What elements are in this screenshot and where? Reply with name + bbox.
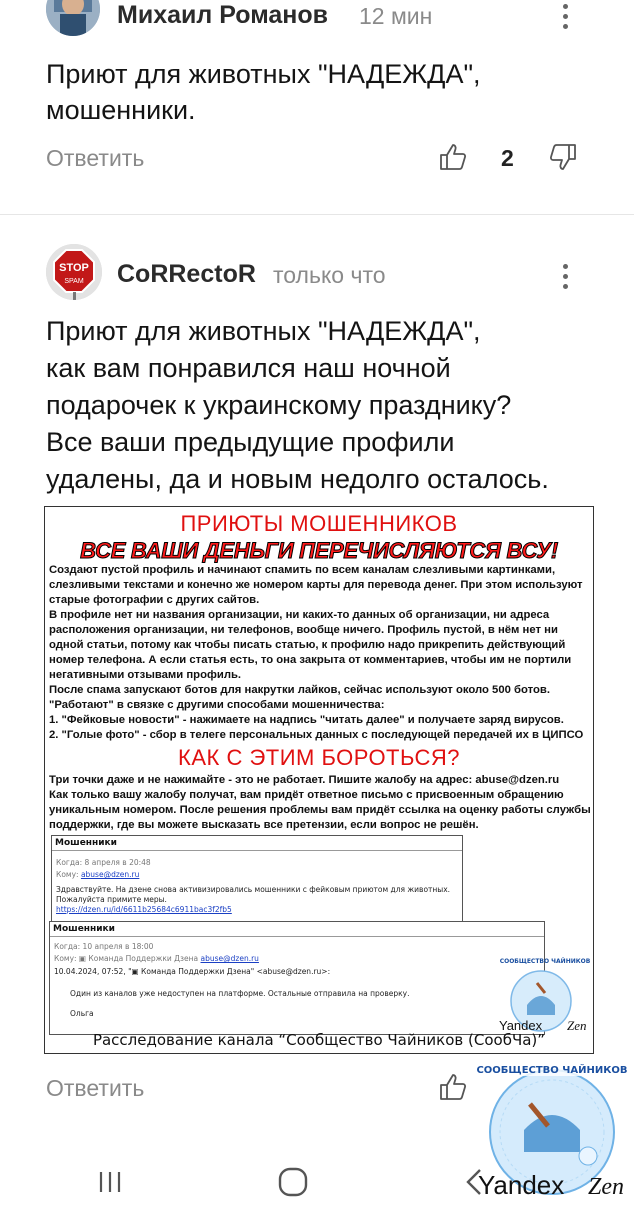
email-quote-tail: " <abuse@dzen.ru>: xyxy=(250,967,331,976)
image-title: ПРИЮТЫ МОШЕННИКОВ xyxy=(180,511,458,536)
email-to xyxy=(52,869,462,881)
image-paragraph: 1. "Фейковые новости" - нажимаете на надпись "читать далее" и получаете заряд вирусов. xyxy=(49,714,564,726)
email-link: https://dzen.ru/id/6611b25684c6911bac3f2fb5 xyxy=(56,905,232,914)
comment-text-line: Приют для животных "НАДЕЖДА", xyxy=(46,59,481,89)
email-to: Кому: ▣ Команда Поддержки Дзена abuse@dzen.ru xyxy=(54,954,259,963)
image-text xyxy=(49,773,591,833)
email-screenshot xyxy=(51,835,463,923)
watermark-text: Yandex xyxy=(499,1018,543,1033)
watermark-text: Zen xyxy=(567,1018,587,1033)
divider xyxy=(0,214,634,215)
comment-text xyxy=(46,56,606,128)
image-paragraph: Три точки даже и не нажимайте - это не работает. Пишите жалобу на адрес: abuse@dzen.ru xyxy=(49,774,560,786)
image-paragraph: 2. "Голые фото" - сбор в телеге персональных данных с последующей передачей их в ЦИПСО xyxy=(49,729,584,741)
home-icon[interactable] xyxy=(277,1166,309,1203)
reply-button[interactable]: Ответить xyxy=(46,145,145,171)
more-options-icon[interactable] xyxy=(563,264,569,294)
recent-apps-icon[interactable] xyxy=(96,1168,124,1201)
corner-logo xyxy=(464,1060,634,1200)
image-banner: ВСЕ ВАШИ ДЕНЬГИ ПЕРЕЧИСЛЯЮТСЯ ВСУ! xyxy=(80,538,558,563)
image-paragraph: В профиле нет ни названия организации, ни каких-то данных об организации, ни адреса расположения организации, ни телефонов, вообще ничего. Профиль пустой, в нём нет ни одной статьи, потому как чтобы писать статью, к профилю надо прикрепить действующий номер телефона. А если статья есть, то она закрыта от комментариев, чтобы им не портили негативными отзывами профиль. xyxy=(49,609,572,681)
email-subject: Мошенники xyxy=(52,836,462,851)
avatar-text: STOP xyxy=(59,262,89,274)
image-subtitle: КАК С ЭТИМ БОРОТЬСЯ? xyxy=(178,745,460,770)
logo-text: СООБЩЕСТВО ЧАЙНИКОВ xyxy=(476,1065,628,1076)
attached-image[interactable] xyxy=(44,506,594,1054)
dislike-icon[interactable] xyxy=(548,142,578,177)
logo-text: Zen xyxy=(588,1174,624,1200)
image-text xyxy=(49,563,591,743)
comment-text-line: подарочек к украинскому празднику? xyxy=(46,390,512,420)
email-sender: Команда Поддержки Дзена xyxy=(88,954,199,963)
image-paragraph: Как только вашу жалобу получат, вам придёт ответное письмо с присвоенным обращению уникальным номером. После решения проблемы вам придёт ссылка на оценку работы службы поддержки, где вы можете высказать все претензии, если вопрос не решён. xyxy=(49,789,591,831)
email-quote-head: 10.04.2024, 07:52, " xyxy=(54,967,132,976)
email-to-label: Кому: xyxy=(54,954,77,963)
avatar-photo xyxy=(46,0,100,36)
comment-text-line: удалены, да и новым недолго осталось. xyxy=(46,464,549,494)
image-caption: Расследование канала “Сообщество Чайников (СообЧа)” xyxy=(92,1031,546,1049)
like-icon[interactable] xyxy=(438,142,468,177)
comment-text-line: Приют для животных "НАДЕЖДА", xyxy=(46,316,481,346)
avatar-text: SPAM xyxy=(64,278,84,285)
email-signature: Ольга xyxy=(70,1009,94,1018)
email-quote: 10.04.2024, 07:52, "▣ Команда Поддержки Дзена" <abuse@dzen.ru>: xyxy=(54,967,331,976)
watermark-text: СООБЩЕСТВО ЧАЙНИКОВ xyxy=(499,958,591,965)
stop-spam-icon xyxy=(46,244,102,300)
avatar[interactable] xyxy=(46,244,102,300)
logo-text: Yandex xyxy=(478,1170,565,1200)
email-subject: Мошенники xyxy=(50,922,544,937)
email-date: Когда: 10 апреля в 18:00 xyxy=(54,942,154,951)
comment-author[interactable]: CoRRectoR xyxy=(117,260,256,288)
more-options-icon[interactable] xyxy=(563,4,569,34)
image-paragraph: Создают пустой профиль и начинают спамить по всем каналам слезливыми картинками, слезливыми текстами и конечно же номером карты для перевода денег. При этом используют старые фотографии с других сайтов. xyxy=(49,564,583,606)
comment-time: только что xyxy=(273,262,386,288)
comment-time: 12 мин xyxy=(359,3,433,29)
reply-button[interactable]: Ответить xyxy=(46,1075,145,1101)
avatar[interactable] xyxy=(46,0,100,36)
email-screenshot xyxy=(49,921,545,1035)
email-quote-name: Команда Поддержки Дзена xyxy=(141,967,251,976)
image-paragraph: После спама запускают ботов для накрутки лайков, сейчас используют около 500 ботов. xyxy=(49,684,550,696)
email-date: Когда: 8 апреля в 20:48 xyxy=(56,858,151,867)
comment-text-line: как вам понравился наш ночной xyxy=(46,353,451,383)
comment-text-line: Все ваши предыдущие профили xyxy=(46,427,455,457)
email-body: Пожалуйста примите меры. xyxy=(56,895,167,904)
email-to-label: Кому: xyxy=(56,870,79,879)
like-count: 2 xyxy=(501,145,514,171)
comment-text-line: мошенники. xyxy=(46,95,196,125)
comment-text xyxy=(46,313,626,498)
email-address: abuse@dzen.ru xyxy=(200,954,259,963)
email-body: Здравствуйте. На дзене снова активизировались мошенники с фейковым приютом для животных. xyxy=(56,885,451,894)
comment-author[interactable]: Михаил Романов xyxy=(117,1,328,29)
email-body: Один из каналов уже недоступен на платформе. Остальные отправила на проверку. xyxy=(70,989,410,998)
email-address: abuse@dzen.ru xyxy=(80,870,140,879)
watermark-logo xyxy=(497,955,593,1035)
image-paragraph: "Работают" в связке с другими способами мошенничества: xyxy=(49,699,385,711)
